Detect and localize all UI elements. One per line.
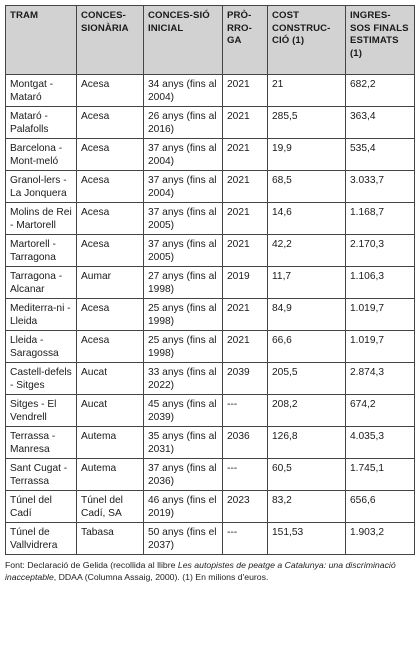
cell-prorroga: 2021 bbox=[223, 171, 268, 203]
cell-concessionaria: Acesa bbox=[77, 331, 144, 363]
cell-cost-construccio: 66,6 bbox=[268, 331, 346, 363]
cell-concessio-inicial: 37 anys (fins al 2004) bbox=[144, 171, 223, 203]
cell-ingressos-finals: 1.019,7 bbox=[346, 299, 415, 331]
table-row bbox=[6, 459, 415, 491]
cell-prorroga: 2021 bbox=[223, 107, 268, 139]
footnote-prefix: Font: Declaració de Gelida (recollida al llibre bbox=[5, 560, 178, 570]
cell-concessio-inicial: 35 anys (fins al 2031) bbox=[144, 427, 223, 459]
table-header-row bbox=[6, 6, 415, 75]
cell-concessio-inicial: 45 anys (fins al 2039) bbox=[144, 395, 223, 427]
header-concessionaria: CONCES-SIONÀRIA bbox=[77, 6, 144, 75]
cell-cost-construccio: 60,5 bbox=[268, 459, 346, 491]
cell-tram: Sant Cugat - Terrassa bbox=[6, 459, 77, 491]
cell-tram: Castell-defels - Sitges bbox=[6, 363, 77, 395]
cell-concessionaria: Acesa bbox=[77, 107, 144, 139]
cell-cost-construccio: 68,5 bbox=[268, 171, 346, 203]
cell-prorroga: --- bbox=[223, 459, 268, 491]
cell-tram: Mediterra-ni - Lleida bbox=[6, 299, 77, 331]
cell-ingressos-finals: 2.874,3 bbox=[346, 363, 415, 395]
cell-prorroga: 2021 bbox=[223, 331, 268, 363]
table-row bbox=[6, 299, 415, 331]
cell-concessionaria: Acesa bbox=[77, 139, 144, 171]
cell-ingressos-finals: 1.019,7 bbox=[346, 331, 415, 363]
cell-concessio-inicial: 26 anys (fins al 2016) bbox=[144, 107, 223, 139]
table-row bbox=[6, 427, 415, 459]
header-tram: TRAM bbox=[6, 6, 77, 75]
cell-prorroga: 2023 bbox=[223, 491, 268, 523]
cell-concessionaria: Autema bbox=[77, 427, 144, 459]
table-row bbox=[6, 267, 415, 299]
cell-cost-construccio: 42,2 bbox=[268, 235, 346, 267]
cell-prorroga: 2036 bbox=[223, 427, 268, 459]
cell-concessio-inicial: 25 anys (fins al 1998) bbox=[144, 331, 223, 363]
header-ingressos-finals: INGRES-SOS FINALS ESTIMATS (1) bbox=[346, 6, 415, 75]
table-body bbox=[6, 75, 415, 555]
cell-tram: Martorell - Tarragona bbox=[6, 235, 77, 267]
cell-concessionaria: Acesa bbox=[77, 75, 144, 107]
table-row bbox=[6, 203, 415, 235]
cell-concessionaria: Acesa bbox=[77, 235, 144, 267]
header-concessio-inicial: CONCES-SIÓ INICIAL bbox=[144, 6, 223, 75]
cell-concessio-inicial: 37 anys (fins al 2036) bbox=[144, 459, 223, 491]
cell-cost-construccio: 14,6 bbox=[268, 203, 346, 235]
table-row bbox=[6, 75, 415, 107]
cell-cost-construccio: 83,2 bbox=[268, 491, 346, 523]
cell-ingressos-finals: 682,2 bbox=[346, 75, 415, 107]
cell-concessio-inicial: 37 anys (fins al 2005) bbox=[144, 203, 223, 235]
cell-cost-construccio: 208,2 bbox=[268, 395, 346, 427]
cell-tram: Granol-lers - La Jonquera bbox=[6, 171, 77, 203]
cell-cost-construccio: 19,9 bbox=[268, 139, 346, 171]
cell-ingressos-finals: 1.168,7 bbox=[346, 203, 415, 235]
cell-prorroga: 2021 bbox=[223, 75, 268, 107]
concessions-table bbox=[5, 5, 415, 555]
cell-concessionaria: Acesa bbox=[77, 171, 144, 203]
header-cost-construccio: COST CONSTRUC-CIÓ (1) bbox=[268, 6, 346, 75]
cell-concessionaria: Autema bbox=[77, 459, 144, 491]
cell-ingressos-finals: 656,6 bbox=[346, 491, 415, 523]
cell-tram: Sitges - El Vendrell bbox=[6, 395, 77, 427]
cell-tram: Túnel de Vallvidrera bbox=[6, 523, 77, 555]
table-row bbox=[6, 395, 415, 427]
cell-concessio-inicial: 25 anys (fins al 1998) bbox=[144, 299, 223, 331]
cell-prorroga: 2021 bbox=[223, 203, 268, 235]
source-footnote bbox=[5, 560, 414, 583]
cell-tram: Molins de Rei - Martorell bbox=[6, 203, 77, 235]
cell-ingressos-finals: 2.170,3 bbox=[346, 235, 415, 267]
document bbox=[5, 5, 414, 583]
table-row bbox=[6, 491, 415, 523]
header-prorroga: PRÒ-RRO-GA bbox=[223, 6, 268, 75]
cell-concessio-inicial: 27 anys (fins al 1998) bbox=[144, 267, 223, 299]
table-row bbox=[6, 235, 415, 267]
table-row bbox=[6, 139, 415, 171]
cell-concessionaria: Aucat bbox=[77, 363, 144, 395]
table-row bbox=[6, 523, 415, 555]
cell-cost-construccio: 84,9 bbox=[268, 299, 346, 331]
cell-prorroga: 2039 bbox=[223, 363, 268, 395]
cell-concessionaria: Acesa bbox=[77, 203, 144, 235]
cell-concessio-inicial: 46 anys (fins el 2019) bbox=[144, 491, 223, 523]
footnote-book-title: Les autopistes de peatge a Catalunya: una discriminació inacceptable bbox=[5, 560, 396, 582]
cell-tram: Tarragona - Alcanar bbox=[6, 267, 77, 299]
cell-concessionaria: Tabasa bbox=[77, 523, 144, 555]
cell-concessionaria: Aumar bbox=[77, 267, 144, 299]
cell-ingressos-finals: 535,4 bbox=[346, 139, 415, 171]
table-row bbox=[6, 363, 415, 395]
cell-tram: Lleida - Saragossa bbox=[6, 331, 77, 363]
cell-cost-construccio: 285,5 bbox=[268, 107, 346, 139]
cell-ingressos-finals: 363,4 bbox=[346, 107, 415, 139]
cell-ingressos-finals: 3.033,7 bbox=[346, 171, 415, 203]
cell-concessionaria: Túnel del Cadí, SA bbox=[77, 491, 144, 523]
cell-tram: Terrassa - Manresa bbox=[6, 427, 77, 459]
cell-concessio-inicial: 37 anys (fins al 2004) bbox=[144, 139, 223, 171]
footnote-suffix: , DDAA (Columna Assaig, 2000). (1) En milions d'euros. bbox=[53, 571, 269, 582]
cell-ingressos-finals: 1.106,3 bbox=[346, 267, 415, 299]
cell-tram: Túnel del Cadí bbox=[6, 491, 77, 523]
cell-cost-construccio: 151,53 bbox=[268, 523, 346, 555]
cell-concessio-inicial: 37 anys (fins al 2005) bbox=[144, 235, 223, 267]
cell-ingressos-finals: 4.035,3 bbox=[346, 427, 415, 459]
cell-prorroga: --- bbox=[223, 395, 268, 427]
cell-concessio-inicial: 50 anys (fins el 2037) bbox=[144, 523, 223, 555]
cell-prorroga: 2021 bbox=[223, 299, 268, 331]
cell-concessionaria: Acesa bbox=[77, 299, 144, 331]
cell-concessionaria: Aucat bbox=[77, 395, 144, 427]
cell-ingressos-finals: 674,2 bbox=[346, 395, 415, 427]
cell-tram: Barcelona - Mont-meló bbox=[6, 139, 77, 171]
cell-ingressos-finals: 1.745,1 bbox=[346, 459, 415, 491]
cell-cost-construccio: 126,8 bbox=[268, 427, 346, 459]
cell-prorroga: 2021 bbox=[223, 235, 268, 267]
cell-tram: Montgat - Mataró bbox=[6, 75, 77, 107]
table-row bbox=[6, 171, 415, 203]
cell-prorroga: --- bbox=[223, 523, 268, 555]
table-row bbox=[6, 107, 415, 139]
cell-cost-construccio: 21 bbox=[268, 75, 346, 107]
cell-prorroga: 2021 bbox=[223, 139, 268, 171]
cell-ingressos-finals: 1.903,2 bbox=[346, 523, 415, 555]
cell-concessio-inicial: 33 anys (fins al 2022) bbox=[144, 363, 223, 395]
table-row bbox=[6, 331, 415, 363]
cell-cost-construccio: 11,7 bbox=[268, 267, 346, 299]
cell-cost-construccio: 205,5 bbox=[268, 363, 346, 395]
cell-tram: Mataró - Palafolls bbox=[6, 107, 77, 139]
cell-concessio-inicial: 34 anys (fins al 2004) bbox=[144, 75, 223, 107]
cell-prorroga: 2019 bbox=[223, 267, 268, 299]
